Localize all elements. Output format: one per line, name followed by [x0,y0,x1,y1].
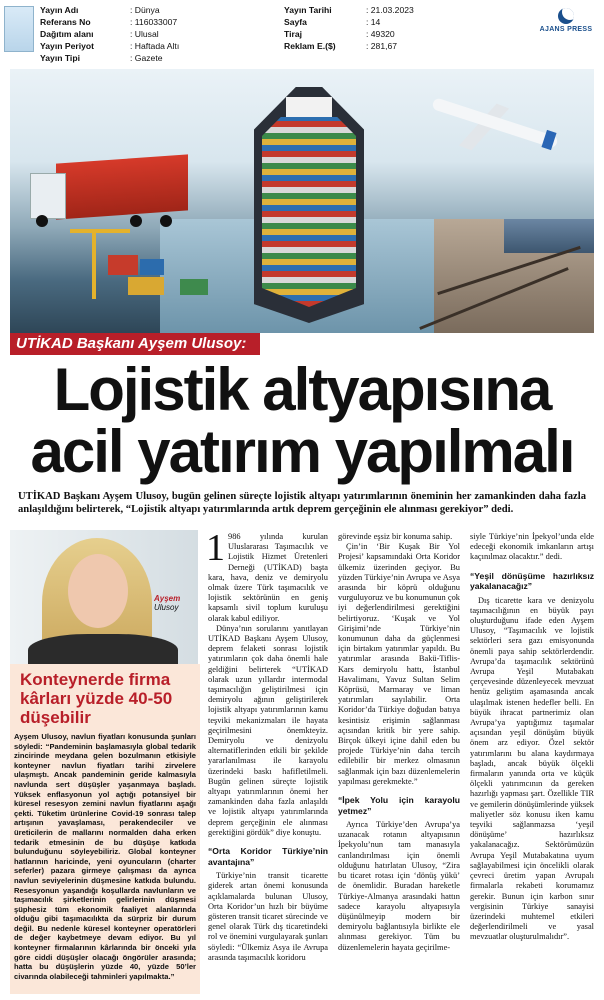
meta-key: Tiraj [284,29,302,39]
article-paragraph: Çin’in ‘Bir Kuşak Bir Yol Projesi’ kapsamındaki Orta Koridor ülkemiz üzerinden geçiyor. Bu yüzden Türkiye’nin Avrupa ve Asya arasında bir köprü olduğunu vurguluyoruz ve bu konumunun çok iyi değerlendirilmesi gerektiğini belirtiyoruz. ‘Kuşak ve Yol Girişimi’nde Türkiye’nin konumunun daha da güçlenmesi için birtakım yatırımlar yapıldı. Bu yatırımlar arasında Bakü-Tiflis-Kars demiryolu hattı, İstanbul Havalimanı, Yavuz Sultan Selim Köprüsü, Marmaray ve liman yatırımları sayılabilir. Orta Koridor’da Türkiye doğudan batıya kesintisiz erişimin sağlanması açısından kritik bir yere sahip. Birçok ülkeyi içine dahil eden bu projede Türkiye’nin daha tercih edilebilir bir merkez olmasının sağlanmak için bazı düzenlemelerin yapılması gerekmekte.” [338,542,460,786]
metadata-right-column [284,4,414,52]
meta-value: : Haftada Altı [130,41,180,51]
meta-row [40,40,179,52]
sidebar-box-body: Ayşem Ulusoy, navlun fiyatları konusunda şunları söyledi: “Pandeminin başlamasıyla global tedarik zincirinde meydana gelen bozulmanın etkisiyle konteyner navlun fiyatları tarihi zirvelere ulaşmıştı. Ancak pandeminin geride kalmasıyla navlunda sert düşüşler yaşanmaya başladı. Yüksek enflasyonun yol açtığı potansiyel bir küresel resesyon zemini navlun fiyatlarını aşağı çekti. Tüketim ürünlerine Covid-19 sonrası talep artışının yavaşlaması, perakendeciler ve üreticilerin de mallarını normalden daha erken tedarik etmesinin de bu düşüşe katkıda bulunduğunu söyleyebiliriz. Global konteyner hatlarının haricinde, yeni oyuncuların (charter seferler) pazara girmeye çalışması da ayrıca navlun seviyelerinin düşmesine katkıda bulundu. Resesyonun yaşandığı koşullarda navlunların ve taşımacılık şirketlerinin gelirlerinin düşmesi şüphesiz tüm ekonomik faaliyet alanlarında olduğu gibi taşımacılıkta da sürpriz bir durum değil. Bu nedenle küresel konteyner operatörleri de değer kaybetmeye devam ediyor. Bu yıl konteyner firmalarının kârlarında bir önceki yıla göre ciddi düşüşler olacağı öngörüler arasında; hatta bu düşüşlerin yüzde 40, yüzde 50’ler civarında olabileceği tahminleri yapılmakta.” [14,732,196,981]
crane-icon [92,229,96,299]
section-subheading: “Orta Koridor Türkiye’nin avantajına” [208,846,328,867]
meta-key: Reklam E.($) [284,41,336,51]
meta-value: : 21.03.2023 [366,5,414,15]
container-icon [180,279,208,295]
logo-icon [558,8,574,24]
article-paragraph: görevinde eşsiz bir konuma sahip. [338,532,453,541]
portrait-face [68,554,128,628]
kicker-text: UTİKAD Başkanı Ayşem Ulusoy: [16,335,247,352]
container-icon [140,259,164,275]
meta-key: Referans No [40,17,91,27]
container-icon [108,255,138,275]
container-icon [128,277,164,295]
article-paragraph: siyle Türkiye’nin İpekyol’unda elde edeceği ekonomik imkanların artışı kaçınılmaz olacaktır.” dedi. [470,532,594,562]
wheel-icon [130,215,142,227]
meta-row [40,52,179,64]
ship-containers [262,117,356,307]
headline-line-2: acil yatırım yapılmalı [30,418,574,485]
article-column-3 [470,532,594,943]
article-paragraph: Dış ticarette kara ve denizyolu taşımacılığının en büyük payı oluşturduğunu ifade eden Ayşem Ulusoy, “Taşımacılık ve lojistik sektörleri sera gazı emisyonunda önemli paya sahip sektörlerdendir. Avrupa’da taşımacılık sektörünü Avrupa Yeşil Mutabakatı çerçevesinde düzenleyecek mevzuat henüz geliştim aşamasında ancak ulaşılmak istenen hedefler belli. En büyük ihracat partnerimiz olan Avrupa’ya yaptığımız taşımalar açısından yeşil dönüşüm büyük önem arz ediyor. Özel sektör yatırımlarını bu alana kaydırmaya başladı, ancak büyük ölçekli firmaların yanında orta ve küçük ölçekli yatırımcının da gereken hazırlığı yapması şart. Özellikle TIR ve gemilerin dönüşümlerinde yüksek maliyetler söz konusu iken kamu teşviki sağlanmazsa ‘yeşil dönüşüme’ hazırlıksız yakalanacağız. Sektörümüzün Avrupa Yeşil Mutabakatına uyum sağlayabilmesi için öncelikli olarak çevreci üretim yapan Avrupalı firmalarla rekabeti korumamız gerekir. Bunun için karbon sınır vergisinin Türkiye sanayisi üzerindeki muhtemel etkileri değerlendirilmeli ve yasal mevzuatlar oluşturulmalıdır”. [470,595,594,942]
article-column-2 [338,532,460,953]
article-paragraph: Dünya’nın sorularını yanıtlayan UTİKAD Başkanı Ayşem Ulusoy, deprem felaketi sonrası lojistik yatırımların çok daha önemli hale geldiğini belirterek “UTİKAD olarak uzun yıllardır intermodal taşımacılığın geliştirilmesi için demiryolu ağının geliştirilerek lojistik altyapı yatırımlarının kamu teşviki mekanizmaları ile hayata geçirilmesini önemkteyiz. Demiryolu ve denizyolu alternatiflerinden etkili bir şekilde yararlanılması ile karayolu üzerindeki baskı hafifletilmeli. Bugün gelinen süreçte lojistik altyapı yatırımlarının önemi her zamankinden daha fazla anlaşıldı ve lojistik altyapı yatırımlarında deprem gerçeğinin ele alınması gerektiğini gördük” diye konuştu. [208,623,328,837]
drop-cap: 1 [206,527,225,569]
logo-text: AJANS PRESS [539,26,593,33]
meta-key: Sayfa [284,17,307,27]
meta-row [284,28,414,40]
page-thumbnail [4,6,34,52]
ship-bridge [286,97,332,117]
clipping-metadata-header [0,0,604,68]
meta-key: Yayın Tarihi [284,5,332,15]
meta-row [284,16,414,28]
article-paragraph: Ayrıca Türkiye’den Avrupa’ya uzanacak rotanın altyapısının İpekyolu’nun tam manasıyla canlandırılması için önemli olduğunu hatırlatan Ulusoy, “Zira bu ticaret rotası için ‘dönüş yükü’ de önemlidir. Buradan hareketle Türkiye-Almanya arasındaki hattın sadece karayolu altyapısıyla düşünülmeyip modern bir demiryolu bağlantısıyla birlikte ele alınması gerekiyor. Tüm bu düzenlemelerin hayata geçirilme- [338,820,460,952]
airplane-icon [420,101,570,145]
wheel-icon [160,215,172,227]
meta-value: : 281,67 [366,41,398,51]
meta-value: : Gazete [130,53,163,63]
article-lead: UTİKAD Başkanı Ayşem Ulusoy, bugün gelinen süreçte lojistik altyapı yatırımlarının öneminin her zamankinden daha fazla anlaşıldığını belirterek, “Lojistik altyapı yatırımlarında artık deprem gerçeğinin ele alınması gerekiyor” dedi. [18,491,586,515]
article-paragraph [206,527,328,624]
meta-row [40,28,179,40]
meta-row [40,4,179,16]
sidebar-box [10,664,200,994]
article-column-1 [206,527,328,963]
meta-key: Yayın Periyot [40,41,94,51]
sidebar-box-title: Konteynerde firma kârları yüzde 40-50 düşebilir [20,670,173,727]
meta-key: Yayın Tipi [40,53,80,63]
meta-key: Yayın Adı [40,5,79,15]
section-subheading: “Yeşil dönüşüme hazırlıksız yakalanacağız” [470,570,594,592]
truck-icon [30,173,66,219]
hero-logistics-photo [10,69,594,333]
portrait-photo [10,530,198,664]
meta-value: : 14 [366,17,381,27]
section-subheading: “İpek Yolu için karayolu yetmez” [338,795,460,816]
photo-caption-line: Ulusoy [154,603,179,612]
meta-row [284,40,414,52]
meta-row [40,16,179,28]
ajans-press-logo [536,8,596,38]
meta-value: : Dünya [130,5,160,15]
meta-value: : Ulusal [130,29,159,39]
article-paragraph: Türkiye’nin transit ticarette giderek artan önemi konusunda açıklamalarda bulunan Ulusoy, Orta Koridor’un hızlı bir büyüme gösteren transit ticaret sürecinde ve genel olarak Türk dış ticaretindeki rol ve önemini vurgulayarak şunları söyledi: “Ülkemiz Asya ile Avrupa arasında taşımacılık koridoru [208,871,328,962]
photo-caption-line: Ayşem [154,594,181,603]
wheel-icon [36,215,48,227]
headline-line-1: Lojistik altyapısına [53,356,551,423]
meta-row [284,4,414,16]
meta-value: : 116033007 [130,17,178,27]
meta-key: Dağıtım alanı [40,29,94,39]
crane-arm [70,229,130,233]
meta-value: : 49320 [366,29,395,39]
metadata-left-column [40,4,179,64]
portrait-shoulder [28,634,178,664]
photo-caption [154,594,180,612]
truck-trailer [56,154,188,219]
kicker-bar [10,333,260,355]
paragraph-text: 986 yılında kurulan Uluslararası Taşımacılık ve Lojistik Hizmet Üretenleri Derneği (UTİKAD) başta kara, hava, deniz ve demiryolu olmak üzere Türk taşımacılık ve lojistik sektörünün en geniş kapsamlı sivil toplum kuruluşu olarak kabul ediliyor. [208,532,328,623]
